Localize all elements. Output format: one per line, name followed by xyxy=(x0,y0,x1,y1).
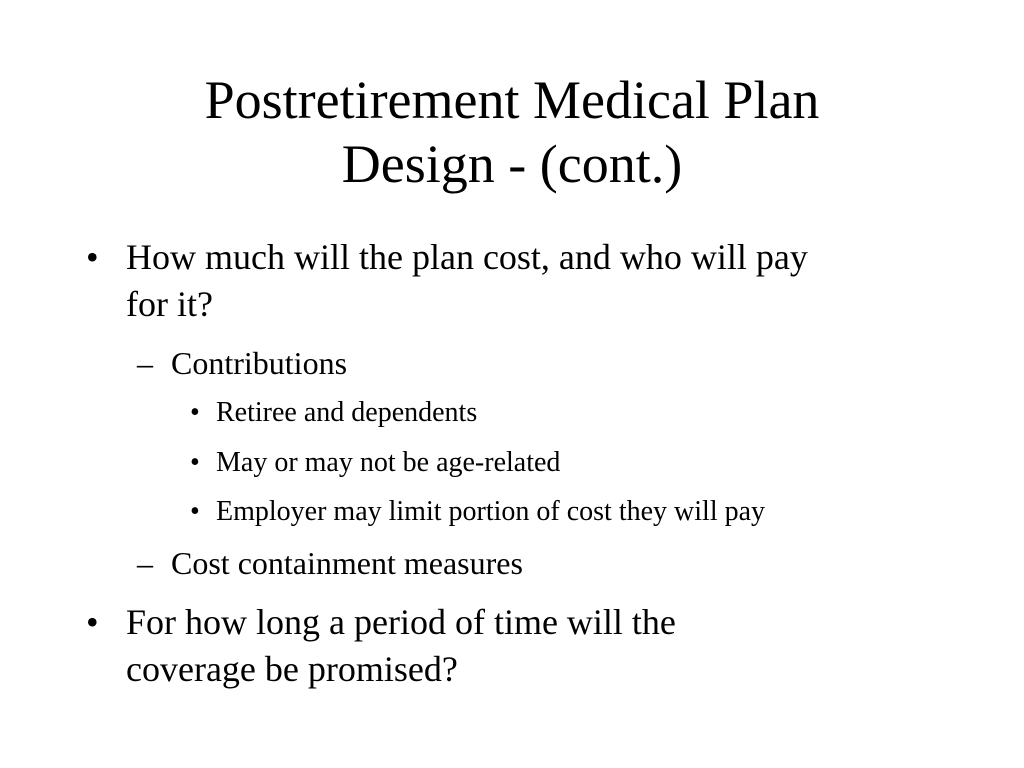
bullet-plan-cost xyxy=(86,234,956,328)
slide-title-line-2: Design - (cont.) xyxy=(341,134,683,194)
sub-sub-bullet-age xyxy=(190,445,976,481)
bullet-text-line-2: coverage be promised? xyxy=(126,649,458,689)
bullet-coverage-period xyxy=(86,599,956,693)
bullet-marker: • xyxy=(190,397,200,428)
bullet-marker: • xyxy=(86,602,99,642)
bullet-marker: • xyxy=(190,496,200,527)
dash-marker: – xyxy=(137,345,153,381)
sub-bullet-text: Contributions xyxy=(171,345,348,381)
sub-bullet-contributions xyxy=(137,343,971,383)
sub-sub-bullet-text: Employer may limit portion of cost they will pay xyxy=(216,496,766,527)
slide-title-line-1: Postretirement Medical Plan xyxy=(204,70,820,130)
sub-bullet-cost-containment xyxy=(137,543,971,583)
bullet-marker: • xyxy=(86,237,99,277)
dash-marker: – xyxy=(137,545,153,581)
bullet-marker: • xyxy=(190,447,200,478)
sub-sub-bullet-text: Retiree and dependents xyxy=(216,397,478,428)
bullet-text-line-2: for it? xyxy=(126,284,213,324)
bullet-text-line-1: How much will the plan cost, and who will pay xyxy=(126,237,808,277)
sub-sub-bullet-retiree xyxy=(190,395,976,431)
sub-bullet-text: Cost containment measures xyxy=(171,545,523,581)
sub-sub-bullet-text: May or may not be age-related xyxy=(216,447,561,478)
bullet-text-line-1: For how long a period of time will the xyxy=(126,602,676,642)
sub-sub-bullet-employer xyxy=(190,494,976,530)
